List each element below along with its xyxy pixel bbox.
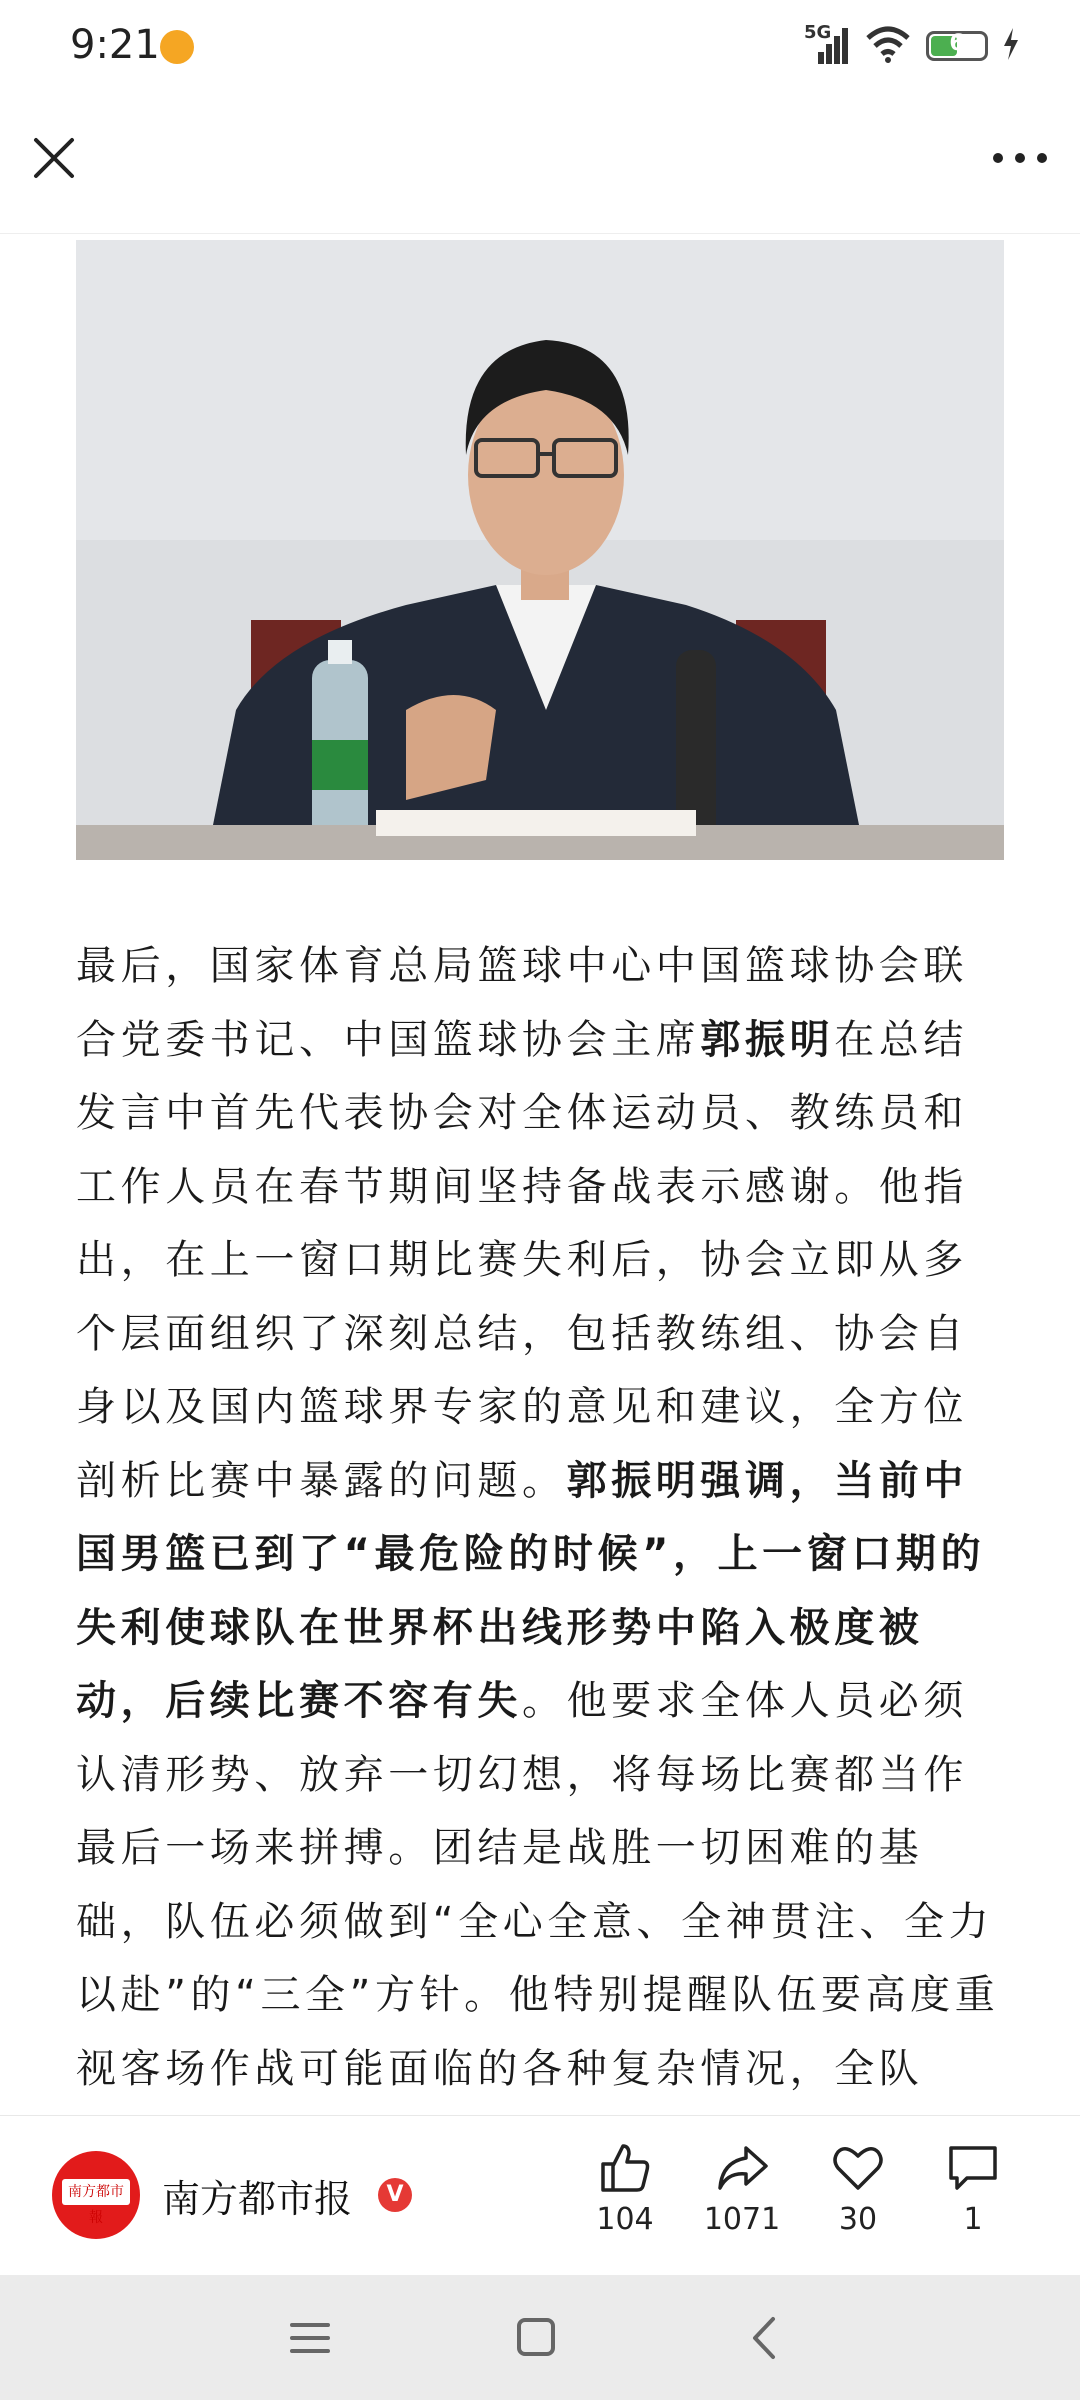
close-icon — [30, 134, 78, 182]
article-body — [76, 930, 1004, 2106]
status-bar — [0, 0, 1080, 92]
article-text: 在总结发言中首先代表协会对全体运动员、教练员和工作人员在春节期间坚持备战表示感谢。他指出，在上一窗口期比赛失利后，协会立即从多个层面组织了深刻总结，包括教练组、协会自身以及国内篮球界专家的意见和建议，全方位剖析比赛中暴露的问题。 — [76, 1016, 969, 1504]
comment-count: 1 — [963, 2202, 983, 2237]
article-text: 。他要求全体人员必须认清形势、放弃一切幻想，将每场比赛都当作最后一场来拼搏。团结是战胜一切困难的基础，队伍必须做到“全心全意、全神贯注、全力以赴”的“三全”方针。他特别提醒队伍要高度重视客场作战可能面临的各种复杂情况，全队 — [76, 1678, 1000, 2092]
article-highlight: 郭振明强调，当前中国男篮已到了“最危险的时候”，上一窗口期的失利使球队在世界杯出线形势中陷入极度被动，后续比赛不容有失 — [76, 1457, 986, 1724]
heart-icon — [830, 2140, 886, 2196]
person-name: 郭振明 — [700, 1016, 835, 1063]
home-button[interactable] — [506, 2313, 566, 2363]
menu-button[interactable] — [280, 2313, 340, 2363]
comment-button[interactable] — [923, 2140, 1023, 2237]
wifi-icon — [864, 24, 912, 68]
like-button[interactable] — [575, 2140, 675, 2237]
bottom-action-bar — [0, 2115, 1080, 2275]
back-button[interactable] — [735, 2313, 795, 2363]
article-photo — [76, 240, 1004, 860]
menu-icon — [280, 2313, 340, 2363]
charging-icon — [1002, 28, 1020, 64]
share-count: 1071 — [703, 2202, 781, 2237]
battery-level: 6 — [949, 31, 965, 56]
status-time: 9:21 — [70, 22, 160, 68]
source-logo: 南方都市報 — [62, 2179, 130, 2205]
share-icon — [714, 2140, 770, 2196]
favorite-count: 30 — [838, 2202, 878, 2237]
like-count: 104 — [596, 2202, 654, 2237]
source-avatar[interactable] — [52, 2151, 140, 2239]
share-button[interactable] — [692, 2140, 792, 2237]
app-notification-icon — [160, 30, 194, 64]
system-nav-bar — [0, 2275, 1080, 2400]
favorite-button[interactable] — [808, 2140, 908, 2237]
article-text: 最后，国家体育总局篮球中心中国篮球协会联合党委书记、中国篮球协会主席 — [76, 943, 968, 1063]
network-type: 5G — [804, 22, 832, 43]
source-name[interactable]: 南方都市报 — [162, 2177, 353, 2221]
battery-icon — [926, 31, 988, 61]
status-indicators — [804, 22, 1020, 70]
close-button[interactable] — [30, 134, 78, 182]
home-icon — [506, 2313, 566, 2363]
more-icon — [990, 134, 1050, 182]
verified-badge: V — [378, 2178, 412, 2212]
comment-icon — [945, 2140, 1001, 2196]
back-icon — [735, 2313, 795, 2363]
signal-icon — [804, 22, 850, 66]
more-options-button[interactable] — [990, 134, 1050, 182]
top-toolbar — [0, 92, 1080, 234]
thumbs-up-icon — [597, 2140, 653, 2196]
